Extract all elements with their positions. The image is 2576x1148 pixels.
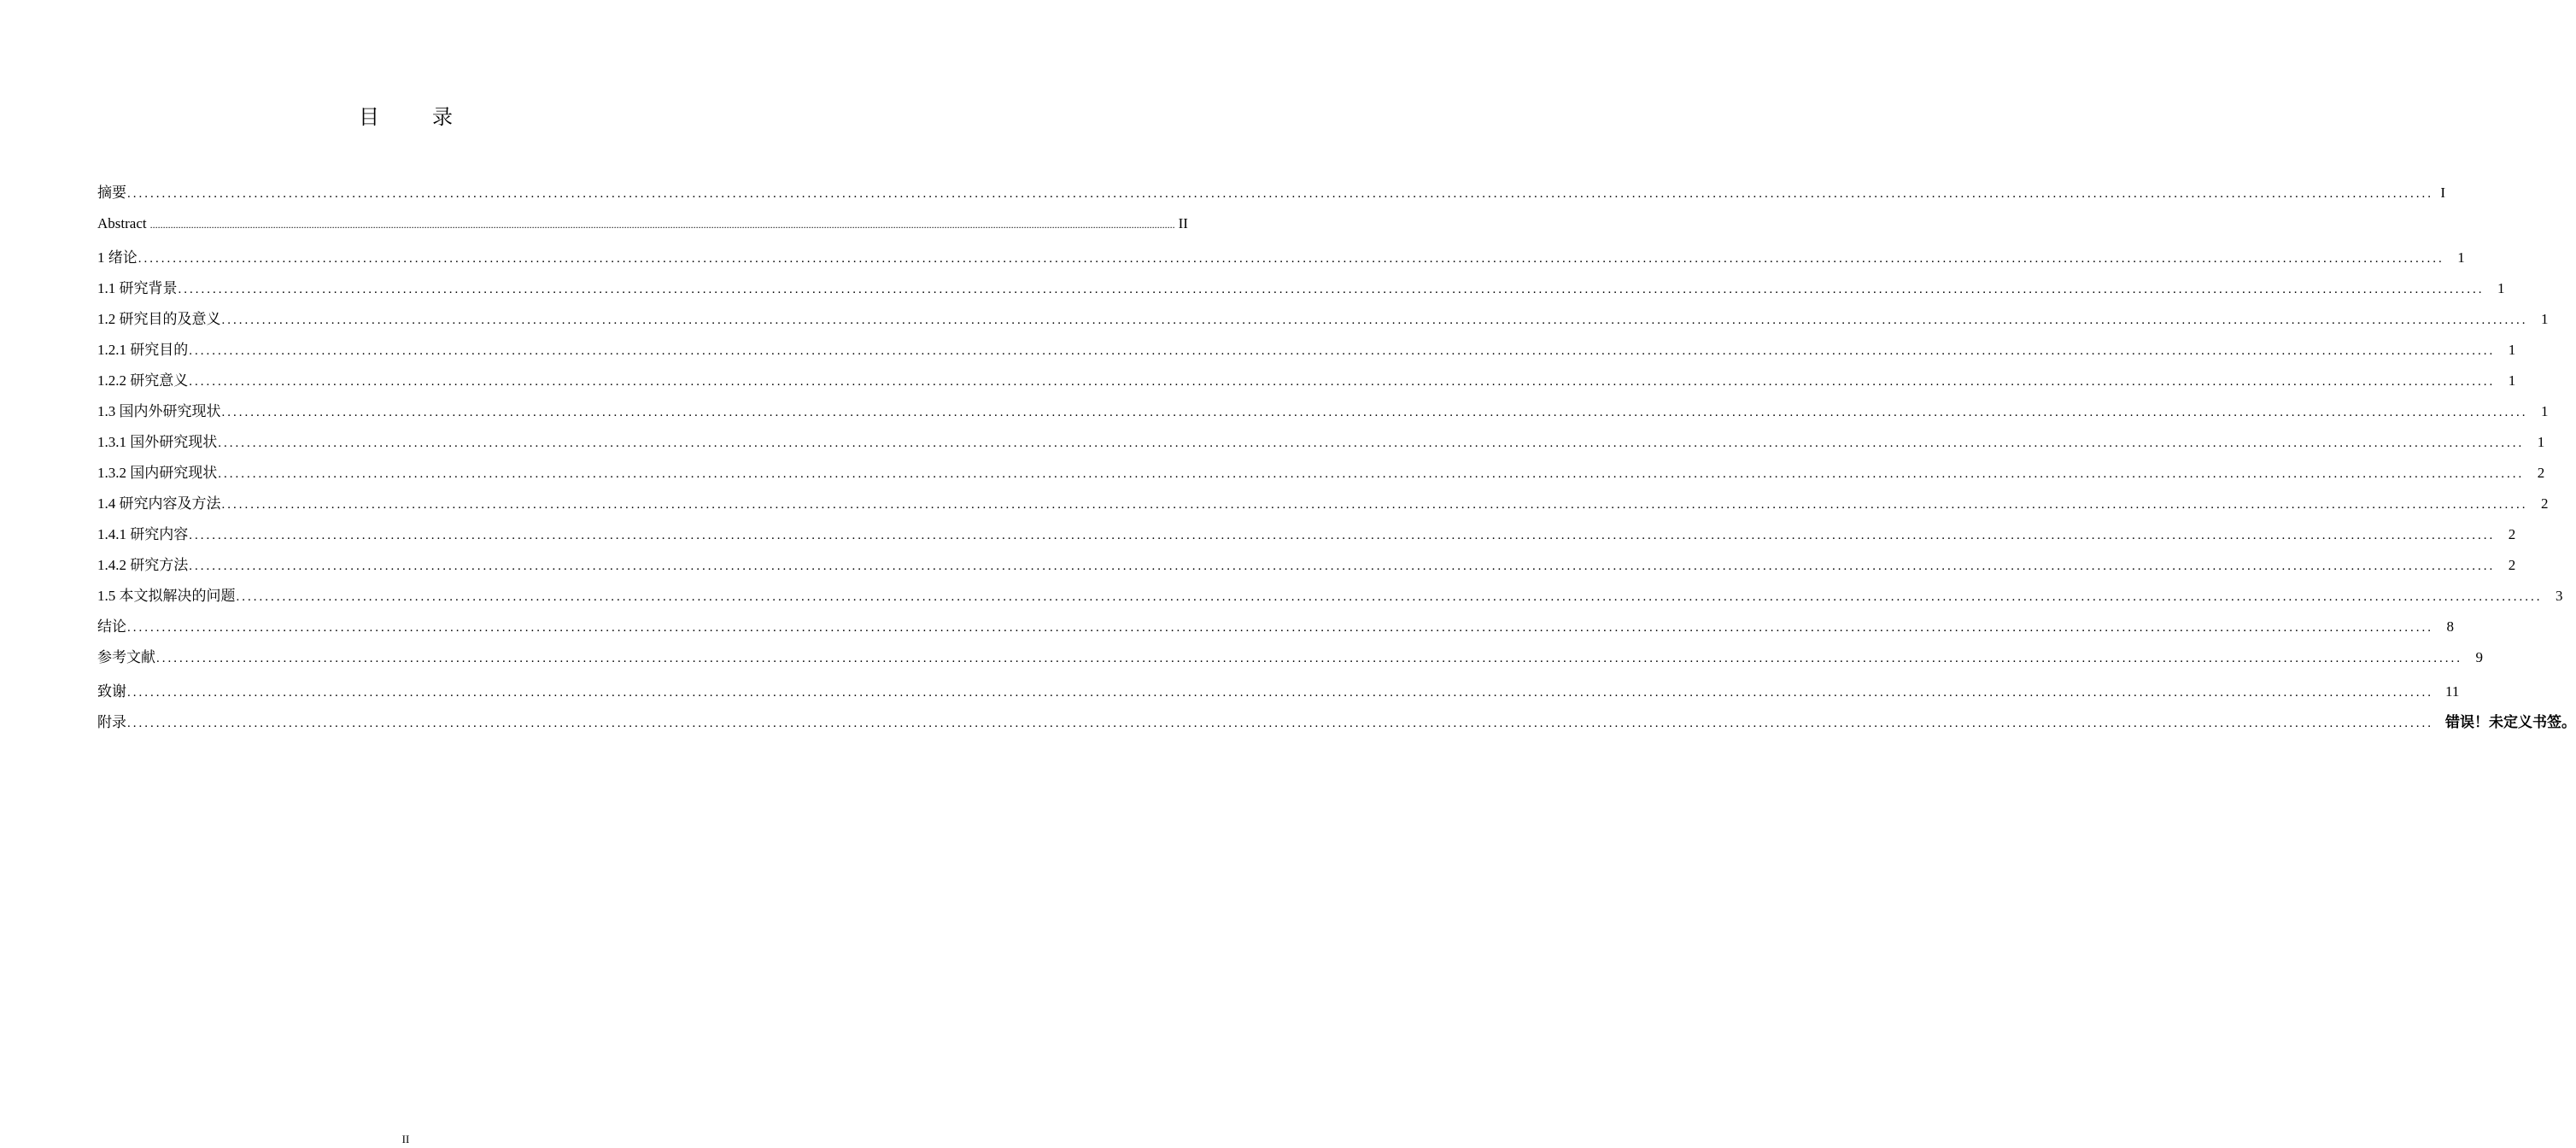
toc-dot-leader: ................................................................................................................................................................................................................................................................................................................................................................................................................ [189,529,2496,542]
toc-dot-leader: ................................................................................................................................................................................................................................................................................................................................................................................................................ [221,498,2528,512]
toc-dot-leader: ................................................................................................................................................................................................................................................................................................................................................................................................................ [221,406,2528,419]
toc-entry-label: Abstract [97,215,147,231]
toc-entry-label: 1.2.1 研究目的 [97,342,189,358]
toc-entry[interactable] [97,612,2454,642]
toc-dot-leader: ................................................................................................................................................................................................................................................................................................................................................................................................................ [127,187,2433,201]
toc-entry-page-error: 错误！未定义书签。 [2445,714,2576,731]
toc-entry-page: 1 [2541,311,2549,327]
toc-entry-label: 结论 [97,618,126,635]
toc-entry-label: 1.1 研究背景 [97,280,178,296]
toc-entry-page: 1 [2508,372,2516,389]
toc-entry[interactable] [97,581,2563,612]
toc-entry-label: 1.3.2 国内研究现状 [97,465,218,481]
toc-entry-label: 1.4 研究内容及方法 [97,495,221,512]
toc-entry-label: 致谢 [97,683,126,700]
toc-entry-page: 8 [2446,618,2454,635]
toc-entry[interactable] [97,489,2549,519]
toc-dot-leader: ................................................................................................................................................................................................................................................................................................................................................................................................................ [156,652,2462,665]
toc-entry-page: 2 [2508,557,2516,573]
toc-dot-leader: ................................................................................................................................................................................................................................................................................................................................................................................................................ [189,559,2496,573]
toc-entry[interactable] [97,304,2549,335]
toc-dot-leader: ................................................................................................................................................................................................................................................................................................................................................................................................................ [236,590,2543,604]
toc-entry-page: 1 [2541,403,2549,419]
toc-entry-page: 2 [2537,465,2545,481]
toc-entry[interactable] [97,427,2545,458]
toc-entry[interactable] [97,458,2545,489]
toc-entry-page: 1 [2497,280,2505,296]
toc-dot-leader: ................................................................................................................................................................................................................................................................................................................................................................................................................ [189,344,2496,358]
toc-entry[interactable] [97,178,2445,208]
toc-dot-leader: ................................................................................................................................................................................................................................................................................................................................................................................................................ [218,467,2525,481]
toc-entry[interactable] [97,366,2516,396]
toc-dot-leader: ................................................................................................................................................................................................................................................................................................................................................................................................................ [189,375,2496,389]
page-title: 目 录 [359,107,477,129]
toc-entry-page: I [2440,184,2445,201]
toc-entry[interactable] [97,273,2505,304]
toc-dot-leader: ................................................................................................................................................................................................................................................................................................................................................................................................................ [127,621,2433,635]
toc-entry-label: 1.4.1 研究内容 [97,526,189,542]
toc-entry[interactable] [97,550,2516,581]
toc-entry[interactable] [97,243,2465,273]
toc-entry-label: 1.2.2 研究意义 [97,372,189,389]
toc-entry[interactable] [97,208,1188,243]
toc-entry-label: 1.3 国内外研究现状 [97,403,221,419]
toc-entry[interactable] [97,676,2460,707]
toc-entry[interactable] [97,642,2483,676]
toc-entry-page: 1 [2457,249,2465,266]
toc-entry-label: 1.4.2 研究方法 [97,557,189,573]
toc-dot-leader: ................................................................................................................................................................................................................................................................................................................................................................................................................ [149,219,1175,231]
toc-dot-leader: ................................................................................................................................................................................................................................................................................................................................................................................................................ [218,436,2525,450]
toc-dot-leader: ................................................................................................................................................................................................................................................................................................................................................................................................................ [221,313,2528,327]
toc-entry-label: 摘要 [97,184,126,201]
toc-dot-leader: ................................................................................................................................................................................................................................................................................................................................................................................................................ [127,717,2433,730]
toc-entry-page: 1 [2508,342,2516,358]
toc-dot-leader: ................................................................................................................................................................................................................................................................................................................................................................................................................ [127,686,2433,700]
toc-entry-label: 1 绪论 [97,249,138,266]
toc-dot-leader: ................................................................................................................................................................................................................................................................................................................................................................................................................ [178,283,2485,296]
toc-entry-page: 2 [2541,495,2549,512]
page-number: II [401,1133,410,1145]
toc-entry[interactable] [97,707,2576,738]
toc-entry-page: 11 [2445,683,2460,700]
toc-dot-leader: ................................................................................................................................................................................................................................................................................................................................................................................................................ [138,252,2444,266]
toc-entry-label: 1.5 本文拟解决的问题 [97,588,236,604]
toc-entry-label: 附录 [97,714,126,730]
toc-entry-label: 1.2 研究目的及意义 [97,311,221,327]
table-of-contents [97,178,2576,738]
toc-entry-label: 1.3.1 国外研究现状 [97,434,218,450]
toc-entry-page: 9 [2475,649,2483,665]
toc-entry[interactable] [97,519,2516,550]
toc-entry-page: 1 [2537,434,2545,450]
toc-entry-label: 参考文献 [97,649,155,665]
toc-entry[interactable] [97,396,2549,427]
toc-entry-page: 3 [2556,588,2563,604]
toc-entry-page: 2 [2508,526,2516,542]
toc-entry[interactable] [97,335,2516,366]
toc-entry-page: II [1178,215,1188,231]
